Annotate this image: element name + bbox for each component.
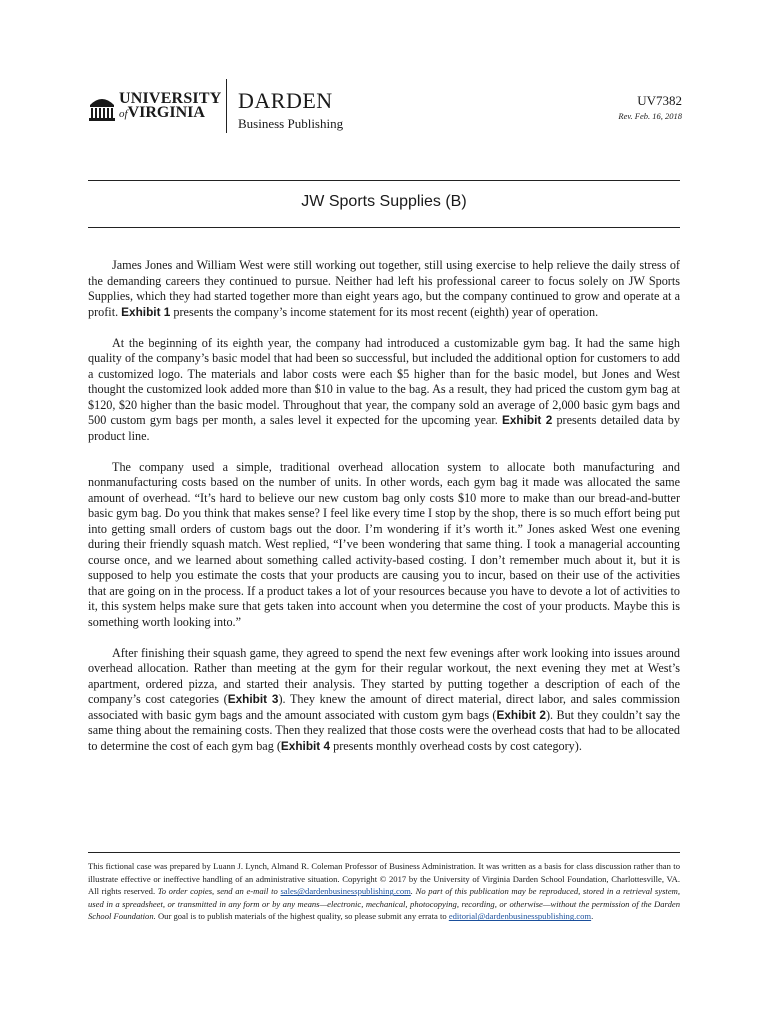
exhibit-4-ref: Exhibit 4 xyxy=(280,738,331,753)
editorial-email-link[interactable]: editorial@dardenbusinesspublishing.com xyxy=(448,911,592,922)
exhibit-1-ref: Exhibit 1 xyxy=(121,304,171,319)
case-body xyxy=(88,258,680,770)
paragraph-2-text: At the beginning of its eighth year, the company had introduced a customizable gym bag. It had the same high quality of the company’s basic model that had been so successful, but included the additional option for customers to add a customized logo. The materials and labor costs were each $5 higher than for the basic model, but Jones and West thought the customized look added more than $10 in value to the bag. As a result, they had priced the custom gym bag at $120, $20 higher than the basic model. Throughout that year, the company sold an average of 2,000 basic gym bags and 500 custom gym bags per month, a sales level it expected for the upcoming year. xyxy=(88,335,680,427)
university-of: of xyxy=(119,108,128,120)
title-rule-top xyxy=(88,180,680,181)
paragraph-4-text-a: After finishing their squash game, they agreed to spend the next few evenings after work looking into issues around overhead allocation. Rather than meeting at the gym for their regular workout, the next evening they met at West’s apartment, ordered pizza, and started their analysis. They started by putting together a description of each of the company’s cost categories ( xyxy=(88,645,680,706)
paragraph-3: The company used a simple, traditional overhead allocation system to allocate both manufacturing and nonmanufacturing costs based on the number of units. In other words, each gym bag it made was allocated the same amount of overhead. “It’s hard to believe our new custom bag only costs $10 more to make than our bread-and-butter basic gym bag. Do you think that makes sense? I feel like every time I stop by the shop, there is so much effort being put into getting small orders of custom bags out the door. I’m wondering if it’s worth it.” Jones asked West one evening during their friendly squash match. West replied, “I’ve been wondering that same thing. I took a managerial accounting course once, and we learned about something called activity-based costing. I don’t remember much about it, but it is supposed to help you estimate the costs that your products are causing you to incur, based on their use of the activities that are going on in the process. If a product takes a lot of your resources because you have to devote a lot of activities to it, this system helps make sure that gets taken into account when you determine the cost of your products. Maybe this is something worth looking into.” xyxy=(88,459,680,629)
university-logo xyxy=(88,86,222,130)
publisher-name: DARDEN xyxy=(238,88,333,113)
copyright-footer xyxy=(88,860,680,923)
revision-date: Rev. Feb. 16, 2018 xyxy=(618,111,682,121)
exhibit-2-ref: Exhibit 2 xyxy=(501,413,553,427)
footer-text-c: . xyxy=(591,911,594,922)
footer-rights-text: . No part of this publication may be reproduced, stored in a retrieval system, used in a spreadsheet, or transmitted in any form or by any means—electronic, mechanical, photocopying, recording, or otherwise—without the permission of the Darden School Foundation. xyxy=(88,886,680,922)
paragraph-2-text-end: presents detailed data by product line. xyxy=(88,413,680,443)
paragraph-1-text-end: presents the company’s income statement for its most recent (eighth) year of operation. xyxy=(170,304,599,319)
footer-order-text: To order copies, send an e-mail to xyxy=(157,886,281,897)
footer-rule xyxy=(88,852,680,853)
footer-text-a: This fictional case was prepared by Luann J. Lynch, Almand R. Coleman Professor of Business Administration. It was written as a basis for class discussion rather than to illustrate effective or ineffective handling of an administrative situation. Copyright © 2017 by the University of Virginia Darden School Foundation, Charlottesville, VA. All rights reserved. xyxy=(88,861,680,897)
paragraph-1 xyxy=(88,258,680,320)
paragraph-4-text-b: ). They knew the amount of direct material, direct labor, and sales commission associated with basic gym bags and the amount associated with custom gym bags ( xyxy=(88,692,680,722)
university-virginia: VIRGINIA xyxy=(127,104,205,121)
paragraph-4-text-c: ). But they couldn’t say the same thing about the remaining costs. Then they realized that those costs were the overhead costs that had to be allocated to determine the cost of each gym bag ( xyxy=(88,707,680,753)
paragraph-1-text: James Jones and William West were still working out together, still using exercise to help relieve the daily stress of the demanding careers they continued to pursue. Neither had left his professional career to focus solely on JW Sports Supplies, which they had started together more than eight years ago, but the company continued to grow and operate at a profit. xyxy=(88,258,680,319)
footer-text-b: Our goal is to publish materials of the highest quality, so please submit any errata to xyxy=(155,911,449,922)
exhibit-2-ref-2: Exhibit 2 xyxy=(496,707,546,722)
sales-email-link[interactable]: sales@dardenbusinesspublishing.com xyxy=(280,886,411,897)
university-state xyxy=(119,106,221,121)
publisher-subtitle: Business Publishing xyxy=(238,116,344,131)
case-number: UV7382 xyxy=(637,93,682,108)
document-title: JW Sports Supplies (B) xyxy=(301,193,467,210)
paragraph-4 xyxy=(88,646,680,755)
rotunda-icon xyxy=(88,94,116,122)
logo-divider xyxy=(226,79,227,133)
university-name: UNIVERSITY xyxy=(119,90,222,107)
paragraph-2 xyxy=(88,336,680,445)
paragraph-4-text-d: presents monthly overhead costs by cost category). xyxy=(330,738,582,753)
title-rule-bottom xyxy=(88,227,680,228)
exhibit-3-ref: Exhibit 3 xyxy=(227,692,279,706)
